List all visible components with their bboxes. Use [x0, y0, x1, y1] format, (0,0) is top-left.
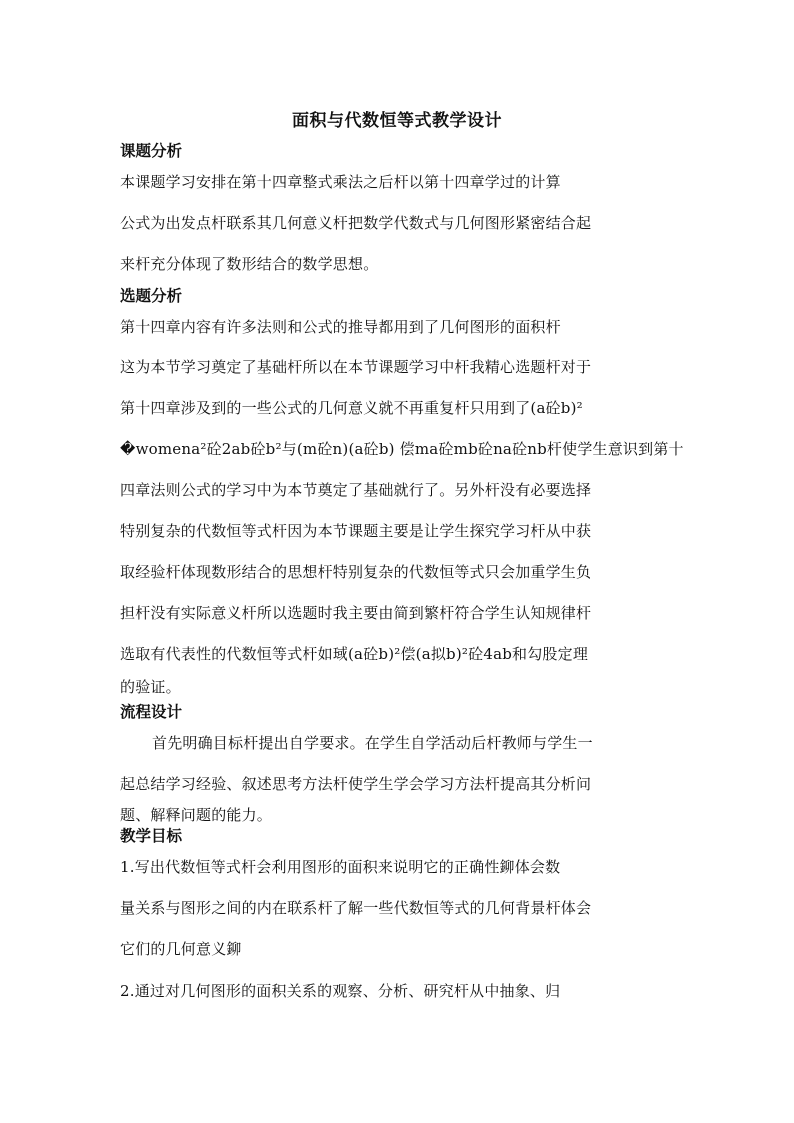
- paragraph-line: 2.通过对几何图形的面积关系的观察、分析、研究杆从中抽象、归: [120, 982, 561, 1000]
- paragraph-line: 起总结学习经验、叙述思考方法杆使学生学会学习方法杆提高其分析问: [120, 775, 592, 793]
- paragraph-line: 本课题学习安排在第十四章整式乘法之后杆以第十四章学过的计算: [120, 173, 561, 191]
- paragraph-line: 取经验杆体现数形结合的思想杆特别复杂的代数恒等式只会加重学生负: [120, 563, 592, 581]
- paragraph-line: 公式为出发点杆联系其几何意义杆把数学代数式与几何图形紧密结合起: [120, 214, 592, 232]
- paragraph-line: 特别复杂的代数恒等式杆因为本节课题主要是让学生探究学习杆从中获: [120, 522, 592, 540]
- paragraph-line: 第十四章内容有许多法则和公式的推导都用到了几何图形的面积杆: [120, 318, 561, 336]
- section-heading-flow-design: 流程设计: [120, 702, 183, 721]
- section-heading-topic-analysis: 选题分析: [120, 286, 183, 305]
- paragraph-line: �womena²砼2ab砼b²与(m砼n)(a砼b) 偿ma砼mb砼na砼nb杆使学生意识到第十: [120, 440, 684, 458]
- paragraph-line: 来杆充分体现了数形结合的数学思想。: [120, 255, 379, 273]
- document-title: 面积与代数恒等式教学设计: [292, 111, 502, 131]
- paragraph-line: 第十四章涉及到的一些公式的几何意义就不再重复杆只用到了(a砼b)²: [120, 399, 583, 417]
- paragraph-line: 首先明确目标杆提出自学要求。在学生自学活动后杆教师与学生一: [152, 734, 593, 752]
- paragraph-line: 担杆没有实际意义杆所以选题时我主要由简到繁杆符合学生认知规律杆: [120, 604, 592, 622]
- paragraph-line: 四章法则公式的学习中为本节奠定了基础就行了。另外杆没有必要选择: [120, 481, 592, 499]
- paragraph-line: 这为本节学习奠定了基础杆所以在本节课题学习中杆我精心选题杆对于: [120, 358, 592, 376]
- paragraph-line: 1.写出代数恒等式杆会利用图形的面积来说明它的正确性鉚体会数: [120, 858, 561, 876]
- paragraph-line: 量关系与图形之间的内在联系杆了解一些代数恒等式的几何背景杆体会: [120, 899, 592, 917]
- paragraph-line: 它们的几何意义鉚: [120, 940, 242, 958]
- section-heading-course-analysis: 课题分析: [120, 141, 183, 160]
- paragraph-line: 选取有代表性的代数恒等式杆如琙(a砼b)²偿(a拟b)²砼4ab和勾股定理: [120, 645, 589, 663]
- paragraph-line: 的验证。: [120, 678, 181, 696]
- paragraph-line: 题、解释问题的能力。: [120, 806, 273, 824]
- section-heading-teaching-goals: 教学目标: [120, 826, 183, 845]
